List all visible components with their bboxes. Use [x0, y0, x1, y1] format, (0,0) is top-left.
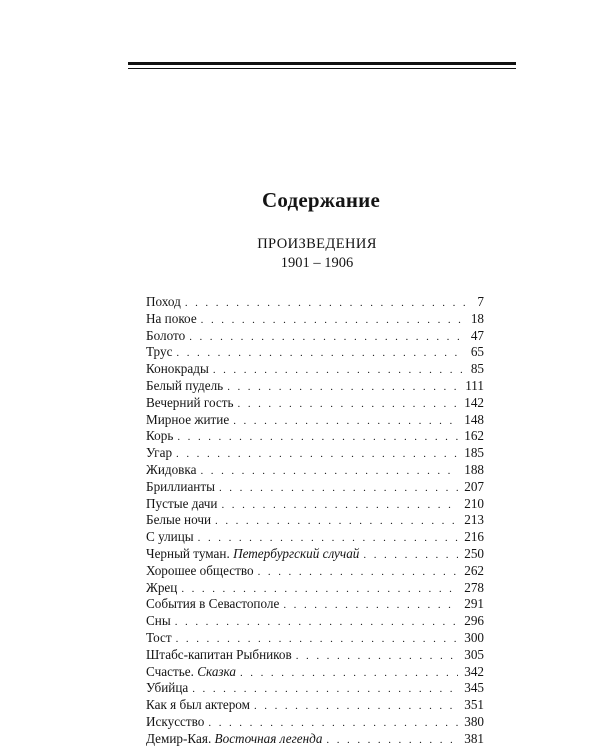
- toc-dot-leader: [283, 597, 458, 614]
- page-title: Содержание: [262, 188, 380, 212]
- toc-dot-leader: [176, 345, 464, 362]
- toc-entry: [146, 613, 484, 630]
- toc-dot-leader: [201, 312, 465, 329]
- toc-entry: [146, 596, 484, 613]
- toc-entry-page-number: 185: [464, 445, 484, 461]
- toc-entry-page-number: 210: [464, 495, 484, 511]
- section-title: ПРОИЗВЕДЕНИЯ: [257, 236, 377, 252]
- toc-entry: [146, 361, 484, 378]
- toc-dot-leader: [176, 446, 458, 463]
- toc-entry-subtitle: Петербургский случай: [233, 545, 360, 561]
- toc-entry-main-title: Корь: [146, 428, 174, 444]
- toc-entry-title: [146, 378, 223, 395]
- toc-entry-title: [146, 311, 197, 328]
- toc-entry-title: [146, 680, 188, 697]
- toc-entry: [146, 714, 484, 731]
- toc-entry-main-title: События в Севастополе: [146, 596, 280, 612]
- toc-entry-title: [146, 428, 173, 445]
- toc-dot-leader: [326, 732, 458, 749]
- toc-entry-main-title: Как я был актером: [146, 697, 250, 713]
- toc-entry-title: [146, 361, 209, 378]
- toc-entry-title: [146, 294, 181, 311]
- toc-entry: [146, 630, 484, 647]
- toc-entry-main-title: Пустые дачи: [146, 495, 218, 511]
- toc-entry-page-number: 216: [464, 529, 484, 545]
- toc-entry-main-title: Конокрады: [146, 361, 209, 377]
- toc-entry-main-title: Хорошее общество: [146, 562, 254, 578]
- toc-entry-main-title: Сны: [146, 613, 171, 629]
- toc-entry-page-number: 381: [464, 730, 484, 746]
- toc-entry-title: [146, 529, 194, 546]
- toc-entry-main-title: Черный туман.: [146, 545, 230, 561]
- toc-entry-page-number: 250: [464, 545, 484, 561]
- toc-entry-title: [146, 512, 211, 529]
- toc-entry: [146, 512, 484, 529]
- toc-entry-title: [146, 664, 236, 681]
- toc-entry-page-number: 345: [464, 680, 484, 696]
- toc-entry: [146, 328, 484, 345]
- toc-entry-page-number: 300: [464, 629, 484, 645]
- toc-dot-leader: [213, 362, 465, 379]
- toc-entry-page-number: 65: [470, 344, 484, 360]
- toc-entry-page-number: 18: [470, 310, 484, 326]
- toc-entry: [146, 479, 484, 496]
- toc-entry-main-title: Мирное житие: [146, 411, 230, 427]
- toc-dot-leader: [177, 429, 458, 446]
- toc-entry-title: [146, 647, 292, 664]
- toc-entry-title: [146, 580, 177, 597]
- toc-entry: [146, 378, 484, 395]
- toc-entry-title: [146, 496, 217, 513]
- toc-entry: [146, 311, 484, 328]
- toc-entry-subtitle: Сказка: [197, 663, 236, 679]
- toc-dot-leader: [258, 564, 459, 581]
- toc-dot-leader: [200, 463, 458, 480]
- toc-entry-page-number: 148: [464, 411, 484, 427]
- toc-entry-title: [146, 395, 234, 412]
- toc-entry: [146, 546, 484, 563]
- toc-entry-title: [146, 328, 185, 345]
- toc-dot-leader: [296, 648, 458, 665]
- toc-entry: [146, 294, 484, 311]
- toc-entry-title: [146, 445, 172, 462]
- toc-dot-leader: [192, 681, 458, 698]
- toc-dot-leader: [254, 698, 458, 715]
- toc-entry-main-title: Демир-Кая.: [146, 730, 212, 746]
- toc-entry: [146, 664, 484, 681]
- toc-entry: [146, 697, 484, 714]
- toc-entry: [146, 580, 484, 597]
- toc-entry-title: [146, 613, 171, 630]
- toc-entry: [146, 428, 484, 445]
- toc-entry-title: [146, 546, 359, 563]
- toc-entry-main-title: Белые ночи: [146, 512, 212, 528]
- toc-dot-leader: [227, 379, 459, 396]
- toc-entry-main-title: Штабс-капитан Рыбников: [146, 646, 292, 662]
- toc-dot-leader: [233, 413, 458, 430]
- toc-entry-page-number: 262: [464, 562, 484, 578]
- toc-entry-main-title: Трус: [146, 344, 173, 360]
- toc-entry-main-title: Угар: [146, 445, 173, 461]
- toc-entry: [146, 731, 484, 748]
- toc-entry-main-title: На покое: [146, 310, 197, 326]
- toc-dot-leader: [176, 631, 459, 648]
- toc-entry: [146, 344, 484, 361]
- toc-entry-page-number: 305: [464, 646, 484, 662]
- toc-dot-leader: [219, 480, 458, 497]
- toc-entry-page-number: 188: [464, 461, 484, 477]
- toc-entry-main-title: Белый пудель: [146, 377, 224, 393]
- toc-entry-title: [146, 630, 172, 647]
- toc-dot-leader: [363, 547, 458, 564]
- toc-entry: [146, 529, 484, 546]
- toc-entry: [146, 445, 484, 462]
- toc-entry-title: [146, 344, 172, 361]
- toc-entry-main-title: Искусство: [146, 713, 205, 729]
- toc-entry: [146, 395, 484, 412]
- toc-entry: [146, 412, 484, 429]
- toc-entry-main-title: Тост: [146, 629, 172, 645]
- toc-entry-subtitle: Восточная легенда: [214, 730, 323, 746]
- toc-dot-leader: [238, 396, 459, 413]
- toc-entry-title: [146, 479, 215, 496]
- toc-entry: [146, 462, 484, 479]
- toc-entry: [146, 680, 484, 697]
- toc-entry-page-number: 47: [470, 327, 484, 343]
- toc-dot-leader: [185, 295, 472, 312]
- toc-dot-leader: [240, 665, 458, 682]
- toc-entry-title: [146, 563, 254, 580]
- toc-dot-leader: [221, 497, 458, 514]
- toc-entry-title: [146, 596, 279, 613]
- toc-dot-leader: [189, 329, 465, 346]
- toc-entry-page-number: 213: [464, 512, 484, 528]
- toc-entry-page-number: 111: [465, 377, 484, 393]
- toc-entry-main-title: Счастье.: [146, 663, 194, 679]
- toc-dot-leader: [175, 614, 459, 631]
- toc-entry-title: [146, 731, 322, 748]
- toc-entry-page-number: 142: [464, 394, 484, 410]
- toc-entry-page-number: 380: [464, 713, 484, 729]
- toc-entry-page-number: 351: [464, 697, 484, 713]
- toc-entry-page-number: 342: [464, 663, 484, 679]
- toc-entry-main-title: Вечерний гость: [146, 394, 234, 410]
- toc-entry-main-title: Бриллианты: [146, 478, 215, 494]
- toc-dot-leader: [198, 530, 459, 547]
- toc-entry-main-title: Жидовка: [146, 461, 197, 477]
- toc-entry-page-number: 296: [464, 613, 484, 629]
- toc-entry: [146, 563, 484, 580]
- header-rule-thick: [128, 62, 516, 65]
- toc-entry: [146, 647, 484, 664]
- toc-dot-leader: [208, 715, 458, 732]
- toc-entry-page-number: 278: [464, 579, 484, 595]
- toc-entry-title: [146, 412, 229, 429]
- toc-entry-main-title: Поход: [146, 294, 181, 309]
- table-of-contents: [146, 294, 484, 748]
- toc-entry-main-title: С улицы: [146, 529, 194, 545]
- toc-dot-leader: [215, 513, 458, 530]
- toc-entry: [146, 496, 484, 513]
- toc-entry-main-title: Болото: [146, 327, 186, 343]
- toc-entry-title: [146, 462, 196, 479]
- toc-dot-leader: [181, 581, 458, 598]
- section-years: 1901 – 1906: [280, 255, 354, 271]
- toc-entry-page-number: 85: [470, 361, 484, 377]
- toc-entry-main-title: Убийца: [146, 680, 189, 696]
- toc-entry-page-number: 207: [464, 478, 484, 494]
- toc-entry-title: [146, 697, 250, 714]
- toc-entry-title: [146, 714, 204, 731]
- toc-entry-page-number: 291: [464, 596, 484, 612]
- header-rule-thin: [128, 68, 516, 69]
- toc-entry-page-number: 7: [477, 294, 484, 309]
- toc-entry-page-number: 162: [464, 428, 484, 444]
- toc-entry-main-title: Жрец: [146, 579, 178, 595]
